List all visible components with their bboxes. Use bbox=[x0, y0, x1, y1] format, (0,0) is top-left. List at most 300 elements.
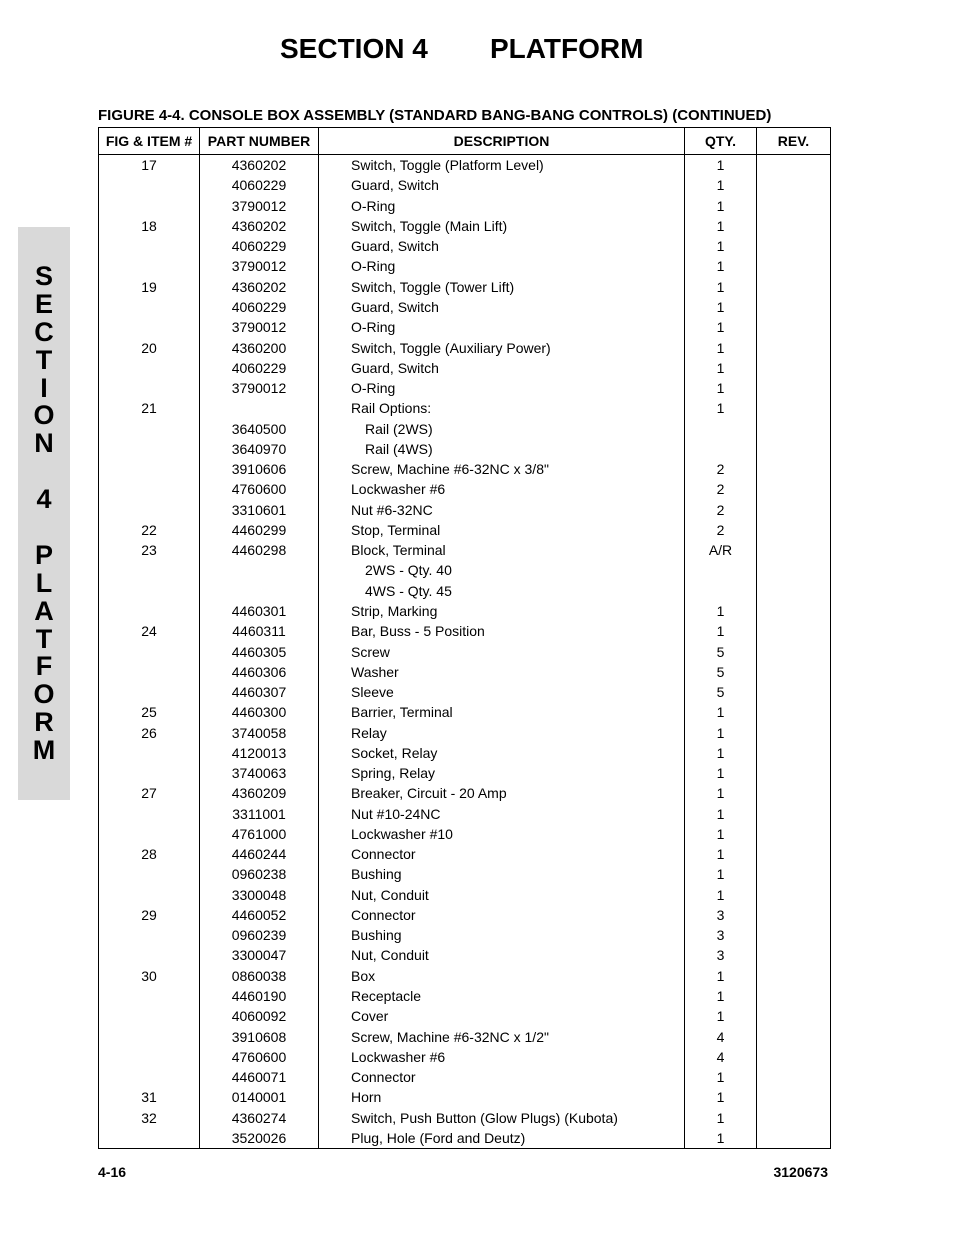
table-row bbox=[99, 479, 831, 499]
qty-cell: 1 bbox=[685, 277, 757, 297]
table-row bbox=[99, 1067, 831, 1087]
fig-item-cell: 30 bbox=[99, 966, 200, 986]
table-row bbox=[99, 581, 831, 601]
side-tab-letter: O bbox=[33, 679, 55, 710]
part-number-cell: 4460052 bbox=[200, 905, 319, 925]
description-cell: Rail (4WS) bbox=[319, 439, 685, 459]
table-row bbox=[99, 256, 831, 276]
side-tab-letters bbox=[18, 263, 70, 765]
part-number-cell: 3311001 bbox=[200, 804, 319, 824]
part-number-cell: 0960238 bbox=[200, 864, 319, 884]
figure-title: FIGURE 4-4. CONSOLE BOX ASSEMBLY (STANDARD BANG-BANG CONTROLS) (CONTINUED) bbox=[98, 107, 772, 124]
part-number-cell: 0860038 bbox=[200, 966, 319, 986]
qty-cell: 2 bbox=[685, 459, 757, 479]
description-cell: Connector bbox=[319, 905, 685, 925]
rev-cell bbox=[757, 500, 831, 520]
rev-cell bbox=[757, 641, 831, 661]
rev-cell bbox=[757, 945, 831, 965]
table-row bbox=[99, 236, 831, 256]
qty-cell: 1 bbox=[685, 844, 757, 864]
table-row bbox=[99, 378, 831, 398]
side-tab-letter bbox=[18, 458, 70, 486]
rev-cell bbox=[757, 1067, 831, 1087]
rev-cell bbox=[757, 479, 831, 499]
rev-cell bbox=[757, 804, 831, 824]
part-number-cell: 4360202 bbox=[200, 155, 319, 176]
description-cell: Bar, Buss - 5 Position bbox=[319, 621, 685, 641]
table-row bbox=[99, 1026, 831, 1046]
table-row bbox=[99, 783, 831, 803]
qty-cell: 1 bbox=[685, 1006, 757, 1026]
description-cell: Barrier, Terminal bbox=[319, 702, 685, 722]
part-number-cell: 4360200 bbox=[200, 337, 319, 357]
part-number-cell: 4060229 bbox=[200, 175, 319, 195]
section-side-tab bbox=[18, 227, 70, 800]
description-cell: Plug, Hole (Ford and Deutz) bbox=[319, 1128, 685, 1149]
part-number-cell: 0140001 bbox=[200, 1087, 319, 1107]
rev-cell bbox=[757, 317, 831, 337]
rev-cell bbox=[757, 1026, 831, 1046]
table-row bbox=[99, 175, 831, 195]
description-cell: Socket, Relay bbox=[319, 743, 685, 763]
fig-item-cell: 21 bbox=[99, 398, 200, 418]
qty-cell: 5 bbox=[685, 682, 757, 702]
rev-cell bbox=[757, 256, 831, 276]
description-cell: Spring, Relay bbox=[319, 763, 685, 783]
part-number-cell bbox=[200, 398, 319, 418]
fig-item-cell bbox=[99, 662, 200, 682]
part-number-cell: 3790012 bbox=[200, 317, 319, 337]
qty-cell: 1 bbox=[685, 702, 757, 722]
document-number: 3120673 bbox=[773, 1164, 828, 1180]
table-row bbox=[99, 1107, 831, 1127]
description-cell: Nut #6-32NC bbox=[319, 500, 685, 520]
side-tab-letter: T bbox=[35, 344, 53, 375]
table-row bbox=[99, 560, 831, 580]
rev-cell bbox=[757, 459, 831, 479]
table-row bbox=[99, 1006, 831, 1026]
rev-cell bbox=[757, 986, 831, 1006]
qty-cell bbox=[685, 581, 757, 601]
part-number-cell: 4460300 bbox=[200, 702, 319, 722]
qty-cell bbox=[685, 439, 757, 459]
qty-cell: 1 bbox=[685, 378, 757, 398]
section-title: PLATFORM bbox=[490, 33, 644, 64]
header-part-number: PART NUMBER bbox=[200, 128, 319, 155]
table-row bbox=[99, 743, 831, 763]
qty-cell: 1 bbox=[685, 824, 757, 844]
qty-cell: 2 bbox=[685, 500, 757, 520]
fig-item-cell: 27 bbox=[99, 783, 200, 803]
description-cell: Box bbox=[319, 966, 685, 986]
part-number-cell: 4360202 bbox=[200, 277, 319, 297]
table-row bbox=[99, 945, 831, 965]
fig-item-cell bbox=[99, 196, 200, 216]
side-tab-letter bbox=[18, 514, 70, 542]
description-cell: Relay bbox=[319, 722, 685, 742]
fig-item-cell bbox=[99, 459, 200, 479]
qty-cell: 1 bbox=[685, 743, 757, 763]
qty-cell: 1 bbox=[685, 1067, 757, 1087]
fig-item-cell: 24 bbox=[99, 621, 200, 641]
fig-item-cell bbox=[99, 743, 200, 763]
rev-cell bbox=[757, 216, 831, 236]
fig-item-cell bbox=[99, 1128, 200, 1149]
rev-cell bbox=[757, 966, 831, 986]
part-number-cell: 3640970 bbox=[200, 439, 319, 459]
section-label: SECTION 4 bbox=[280, 33, 428, 64]
part-number-cell: 3790012 bbox=[200, 378, 319, 398]
part-number-cell: 4360202 bbox=[200, 216, 319, 236]
qty-cell: 1 bbox=[685, 1087, 757, 1107]
rev-cell bbox=[757, 722, 831, 742]
rev-cell bbox=[757, 1006, 831, 1026]
table-row bbox=[99, 520, 831, 540]
table-row bbox=[99, 702, 831, 722]
table-row bbox=[99, 864, 831, 884]
part-number-cell: 4460298 bbox=[200, 540, 319, 560]
rev-cell bbox=[757, 621, 831, 641]
fig-item-cell bbox=[99, 418, 200, 438]
part-number-cell: 3640500 bbox=[200, 418, 319, 438]
fig-item-cell bbox=[99, 1047, 200, 1067]
description-cell: Connector bbox=[319, 844, 685, 864]
description-cell: Horn bbox=[319, 1087, 685, 1107]
table-row bbox=[99, 1087, 831, 1107]
description-cell: Switch, Push Button (Glow Plugs) (Kubota) bbox=[319, 1107, 685, 1127]
fig-item-cell bbox=[99, 378, 200, 398]
table-row bbox=[99, 722, 831, 742]
description-cell: Screw, Machine #6-32NC x 1/2" bbox=[319, 1026, 685, 1046]
qty-cell: 1 bbox=[685, 722, 757, 742]
description-cell: Lockwasher #10 bbox=[319, 824, 685, 844]
rev-cell bbox=[757, 378, 831, 398]
fig-item-cell bbox=[99, 560, 200, 580]
rev-cell bbox=[757, 520, 831, 540]
qty-cell: 1 bbox=[685, 216, 757, 236]
description-cell: Switch, Toggle (Auxiliary Power) bbox=[319, 337, 685, 357]
description-cell: Nut, Conduit bbox=[319, 885, 685, 905]
qty-cell: 1 bbox=[685, 966, 757, 986]
fig-item-cell bbox=[99, 885, 200, 905]
rev-cell bbox=[757, 439, 831, 459]
description-cell: Rail Options: bbox=[319, 398, 685, 418]
rev-cell bbox=[757, 1087, 831, 1107]
fig-item-cell bbox=[99, 317, 200, 337]
fig-item-cell: 20 bbox=[99, 337, 200, 357]
qty-cell: 1 bbox=[685, 256, 757, 276]
table-row bbox=[99, 844, 831, 864]
part-number-cell: 3910606 bbox=[200, 459, 319, 479]
rev-cell bbox=[757, 297, 831, 317]
qty-cell: 1 bbox=[685, 763, 757, 783]
fig-item-cell: 18 bbox=[99, 216, 200, 236]
part-number-cell: 4460307 bbox=[200, 682, 319, 702]
part-number-cell bbox=[200, 560, 319, 580]
fig-item-cell: 22 bbox=[99, 520, 200, 540]
description-cell: Guard, Switch bbox=[319, 358, 685, 378]
rev-cell bbox=[757, 864, 831, 884]
table-header-row bbox=[99, 128, 831, 155]
fig-item-cell: 25 bbox=[99, 702, 200, 722]
qty-cell: 1 bbox=[685, 236, 757, 256]
description-cell: Switch, Toggle (Tower Lift) bbox=[319, 277, 685, 297]
part-number-cell: 3790012 bbox=[200, 196, 319, 216]
table-row bbox=[99, 966, 831, 986]
table-row bbox=[99, 277, 831, 297]
qty-cell: 1 bbox=[685, 1107, 757, 1127]
qty-cell: 1 bbox=[685, 783, 757, 803]
side-tab-letter: A bbox=[34, 595, 54, 626]
description-cell: Block, Terminal bbox=[319, 540, 685, 560]
fig-item-cell: 17 bbox=[99, 155, 200, 176]
header-description: DESCRIPTION bbox=[319, 128, 685, 155]
fig-item-cell bbox=[99, 945, 200, 965]
description-cell: O-Ring bbox=[319, 378, 685, 398]
fig-item-cell bbox=[99, 256, 200, 276]
part-number-cell: 3310601 bbox=[200, 500, 319, 520]
qty-cell: A/R bbox=[685, 540, 757, 560]
rev-cell bbox=[757, 601, 831, 621]
part-number-cell: 4761000 bbox=[200, 824, 319, 844]
fig-item-cell bbox=[99, 601, 200, 621]
table-row bbox=[99, 1047, 831, 1067]
part-number-cell: 4760600 bbox=[200, 1047, 319, 1067]
qty-cell: 1 bbox=[685, 1128, 757, 1149]
qty-cell: 4 bbox=[685, 1047, 757, 1067]
fig-item-cell bbox=[99, 1006, 200, 1026]
part-number-cell bbox=[200, 581, 319, 601]
table-row bbox=[99, 824, 831, 844]
description-cell: Strip, Marking bbox=[319, 601, 685, 621]
fig-item-cell bbox=[99, 864, 200, 884]
qty-cell: 5 bbox=[685, 662, 757, 682]
rev-cell bbox=[757, 1107, 831, 1127]
description-cell: Connector bbox=[319, 1067, 685, 1087]
qty-cell: 1 bbox=[685, 864, 757, 884]
description-cell: Switch, Toggle (Main Lift) bbox=[319, 216, 685, 236]
part-number-cell: 3910608 bbox=[200, 1026, 319, 1046]
table-row bbox=[99, 763, 831, 783]
table-row bbox=[99, 641, 831, 661]
table-row bbox=[99, 155, 831, 176]
fig-item-cell bbox=[99, 925, 200, 945]
qty-cell: 1 bbox=[685, 358, 757, 378]
side-tab-letter: E bbox=[34, 288, 53, 319]
description-cell: Lockwasher #6 bbox=[319, 1047, 685, 1067]
parts-table bbox=[98, 127, 831, 1149]
part-number-cell: 3520026 bbox=[200, 1128, 319, 1149]
side-tab-letter: S bbox=[34, 261, 53, 291]
description-cell: Lockwasher #6 bbox=[319, 479, 685, 499]
table-row bbox=[99, 337, 831, 357]
description-cell: Cover bbox=[319, 1006, 685, 1026]
fig-item-cell bbox=[99, 1067, 200, 1087]
part-number-cell: 4060229 bbox=[200, 236, 319, 256]
qty-cell: 1 bbox=[685, 155, 757, 176]
qty-cell: 3 bbox=[685, 945, 757, 965]
fig-item-cell bbox=[99, 175, 200, 195]
rev-cell bbox=[757, 905, 831, 925]
rev-cell bbox=[757, 398, 831, 418]
part-number-cell: 4460244 bbox=[200, 844, 319, 864]
rev-cell bbox=[757, 844, 831, 864]
qty-cell: 1 bbox=[685, 885, 757, 905]
qty-cell: 2 bbox=[685, 520, 757, 540]
rev-cell bbox=[757, 236, 831, 256]
rev-cell bbox=[757, 925, 831, 945]
fig-item-cell bbox=[99, 641, 200, 661]
rev-cell bbox=[757, 783, 831, 803]
part-number-cell: 3300048 bbox=[200, 885, 319, 905]
part-number-cell: 4460071 bbox=[200, 1067, 319, 1087]
parts-table-body bbox=[99, 155, 831, 1149]
table-row bbox=[99, 885, 831, 905]
table-row bbox=[99, 682, 831, 702]
qty-cell: 1 bbox=[685, 317, 757, 337]
side-tab-letter: F bbox=[35, 651, 53, 682]
qty-cell: 1 bbox=[685, 601, 757, 621]
fig-item-cell: 23 bbox=[99, 540, 200, 560]
qty-cell: 5 bbox=[685, 641, 757, 661]
rev-cell bbox=[757, 1128, 831, 1149]
table-row bbox=[99, 986, 831, 1006]
table-row bbox=[99, 925, 831, 945]
fig-item-cell bbox=[99, 500, 200, 520]
description-cell: Bushing bbox=[319, 864, 685, 884]
part-number-cell: 3740063 bbox=[200, 763, 319, 783]
side-tab-letter: 4 bbox=[36, 484, 52, 515]
qty-cell: 1 bbox=[685, 196, 757, 216]
rev-cell bbox=[757, 540, 831, 560]
part-number-cell: 4060092 bbox=[200, 1006, 319, 1026]
description-cell: Guard, Switch bbox=[319, 297, 685, 317]
qty-cell: 4 bbox=[685, 1026, 757, 1046]
rev-cell bbox=[757, 337, 831, 357]
side-tab-letter: O bbox=[33, 400, 55, 431]
header-fig-item: FIG & ITEM # bbox=[99, 128, 200, 155]
header-rev: REV. bbox=[757, 128, 831, 155]
description-cell: O-Ring bbox=[319, 196, 685, 216]
description-cell: O-Ring bbox=[319, 256, 685, 276]
description-cell: Breaker, Circuit - 20 Amp bbox=[319, 783, 685, 803]
table-row bbox=[99, 358, 831, 378]
fig-item-cell bbox=[99, 682, 200, 702]
description-cell: Bushing bbox=[319, 925, 685, 945]
description-cell: 2WS - Qty. 40 bbox=[319, 560, 685, 580]
fig-item-cell: 29 bbox=[99, 905, 200, 925]
description-cell: Receptacle bbox=[319, 986, 685, 1006]
fig-item-cell bbox=[99, 1026, 200, 1046]
side-tab-letter: N bbox=[34, 428, 54, 459]
side-tab-letter: R bbox=[34, 707, 54, 738]
table-row bbox=[99, 601, 831, 621]
qty-cell: 1 bbox=[685, 398, 757, 418]
part-number-cell: 4460301 bbox=[200, 601, 319, 621]
fig-item-cell bbox=[99, 763, 200, 783]
table-row bbox=[99, 439, 831, 459]
rev-cell bbox=[757, 418, 831, 438]
qty-cell: 3 bbox=[685, 925, 757, 945]
rev-cell bbox=[757, 581, 831, 601]
part-number-cell: 0960239 bbox=[200, 925, 319, 945]
table-row bbox=[99, 216, 831, 236]
table-row bbox=[99, 804, 831, 824]
fig-item-cell: 26 bbox=[99, 722, 200, 742]
fig-item-cell bbox=[99, 479, 200, 499]
rev-cell bbox=[757, 824, 831, 844]
description-cell: Screw, Machine #6-32NC x 3/8" bbox=[319, 459, 685, 479]
description-cell: Switch, Toggle (Platform Level) bbox=[319, 155, 685, 176]
part-number-cell: 4060229 bbox=[200, 358, 319, 378]
qty-cell: 3 bbox=[685, 905, 757, 925]
fig-item-cell bbox=[99, 824, 200, 844]
rev-cell bbox=[757, 702, 831, 722]
part-number-cell: 4460305 bbox=[200, 641, 319, 661]
fig-item-cell bbox=[99, 439, 200, 459]
header-qty: QTY. bbox=[685, 128, 757, 155]
description-cell: Guard, Switch bbox=[319, 236, 685, 256]
side-tab-letter: I bbox=[40, 372, 48, 403]
table-row bbox=[99, 500, 831, 520]
qty-cell: 1 bbox=[685, 621, 757, 641]
description-cell: Nut, Conduit bbox=[319, 945, 685, 965]
description-cell: 4WS - Qty. 45 bbox=[319, 581, 685, 601]
qty-cell: 1 bbox=[685, 297, 757, 317]
rev-cell bbox=[757, 1047, 831, 1067]
description-cell: Guard, Switch bbox=[319, 175, 685, 195]
qty-cell bbox=[685, 560, 757, 580]
rev-cell bbox=[757, 175, 831, 195]
qty-cell: 1 bbox=[685, 175, 757, 195]
description-cell: O-Ring bbox=[319, 317, 685, 337]
fig-item-cell bbox=[99, 297, 200, 317]
table-row bbox=[99, 317, 831, 337]
rev-cell bbox=[757, 885, 831, 905]
qty-cell: 1 bbox=[685, 804, 757, 824]
description-cell: Washer bbox=[319, 662, 685, 682]
side-tab-letter: L bbox=[35, 567, 53, 598]
fig-item-cell: 32 bbox=[99, 1107, 200, 1127]
side-tab-letter: P bbox=[34, 539, 53, 570]
qty-cell: 1 bbox=[685, 337, 757, 357]
part-number-cell: 4060229 bbox=[200, 297, 319, 317]
rev-cell bbox=[757, 662, 831, 682]
rev-cell bbox=[757, 277, 831, 297]
rev-cell bbox=[757, 560, 831, 580]
part-number-cell: 4360209 bbox=[200, 783, 319, 803]
rev-cell bbox=[757, 196, 831, 216]
table-row bbox=[99, 540, 831, 560]
rev-cell bbox=[757, 155, 831, 176]
fig-item-cell: 31 bbox=[99, 1087, 200, 1107]
table-row bbox=[99, 196, 831, 216]
rev-cell bbox=[757, 743, 831, 763]
description-cell: Nut #10-24NC bbox=[319, 804, 685, 824]
table-row bbox=[99, 418, 831, 438]
part-number-cell: 4760600 bbox=[200, 479, 319, 499]
part-number-cell: 4460306 bbox=[200, 662, 319, 682]
fig-item-cell bbox=[99, 804, 200, 824]
rev-cell bbox=[757, 358, 831, 378]
table-row bbox=[99, 297, 831, 317]
description-cell: Sleeve bbox=[319, 682, 685, 702]
part-number-cell: 4460190 bbox=[200, 986, 319, 1006]
description-cell: Screw bbox=[319, 641, 685, 661]
table-row bbox=[99, 459, 831, 479]
table-row bbox=[99, 1128, 831, 1149]
table-row bbox=[99, 398, 831, 418]
